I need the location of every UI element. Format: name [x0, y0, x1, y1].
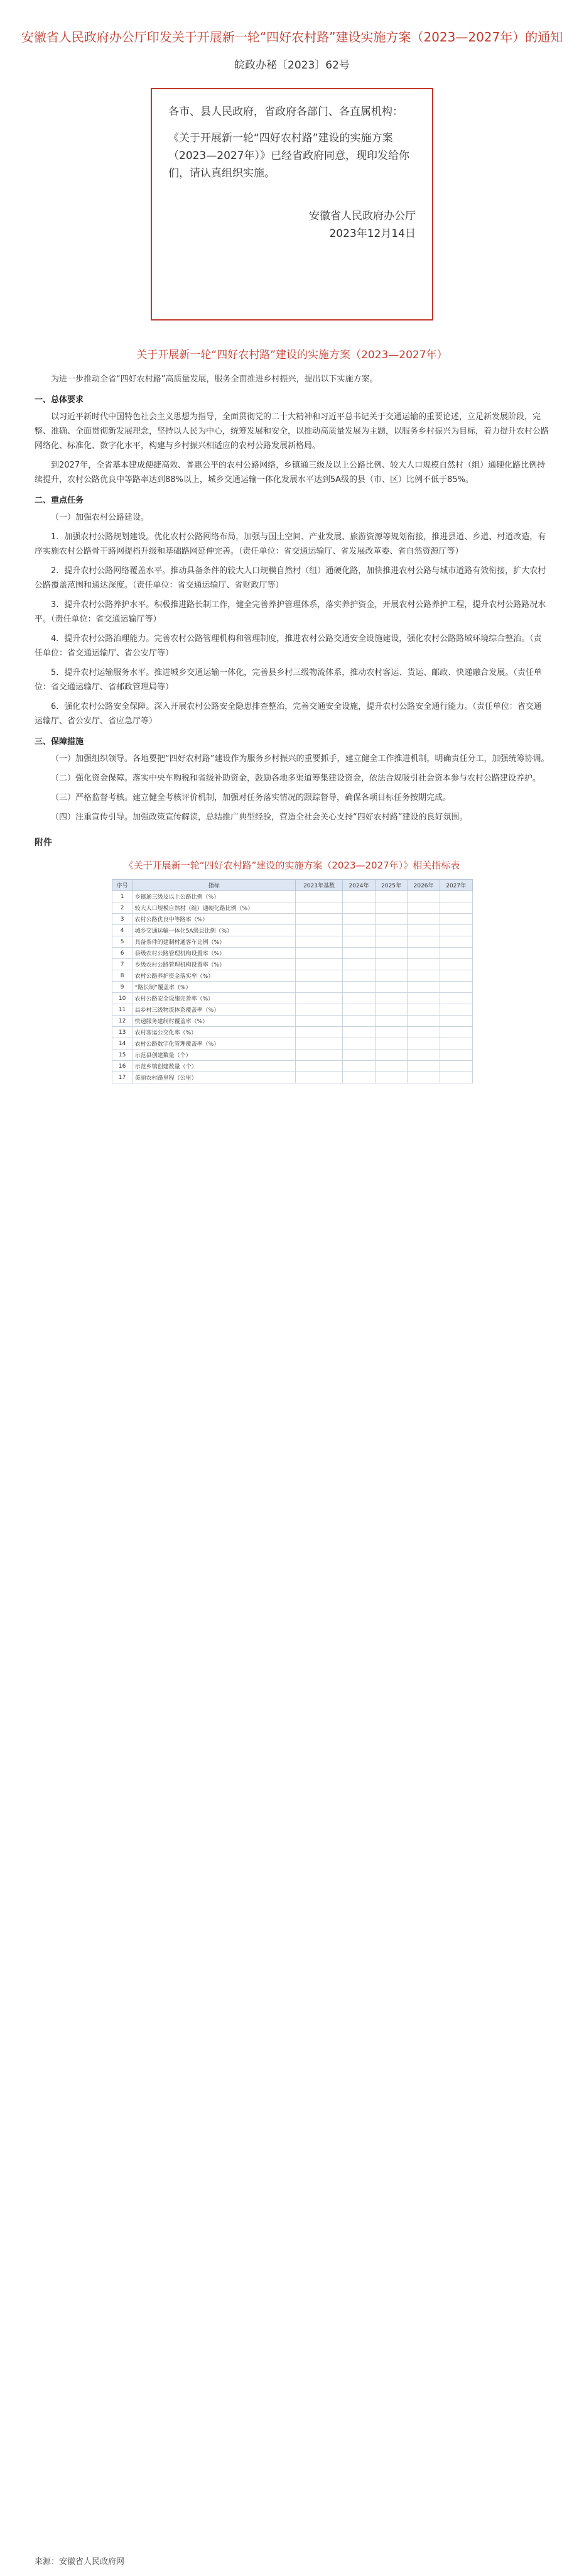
table-cell: [408, 936, 440, 948]
section-heading: 二、重点任务: [35, 496, 84, 505]
table-cell: [408, 1016, 440, 1027]
table-cell: [408, 1050, 440, 1061]
body-paragraph: 3．提升农村公路养护水平。积极推进路长制工作，健全完善养护管理体系，落实养护资金，开展农村公路养护工程，提升农村公路路况水平。（责任单位：省交通运输厅等）: [35, 600, 546, 624]
table-cell: 15: [112, 1050, 132, 1061]
table-cell: 美丽农村路里程（公里）: [132, 1072, 295, 1083]
table-cell: 较大人口规模自然村（组）通硬化路比例（%）: [132, 902, 295, 914]
plan-content: [35, 372, 549, 1083]
table-cell: [343, 959, 376, 970]
table-cell: [343, 993, 376, 1004]
table-header-row: [112, 880, 472, 891]
table-cell: [440, 1027, 472, 1038]
table-cell: [408, 948, 440, 959]
table-cell: [440, 1050, 472, 1061]
document-number: 皖政办秘〔2023〕62号: [234, 59, 350, 72]
table-cell: [375, 925, 408, 936]
table-cell: [440, 925, 472, 936]
table-cell: [408, 1038, 440, 1050]
table-cell: 快递服务建制村覆盖率（%）: [132, 1016, 295, 1027]
table-cell: [440, 993, 472, 1004]
table-row: [112, 1050, 472, 1061]
table-row: [112, 982, 472, 993]
table-row: [112, 914, 472, 925]
table-cell: [408, 1027, 440, 1038]
table-cell: [440, 1038, 472, 1050]
table-cell: [440, 970, 472, 982]
table-cell: [343, 925, 376, 936]
table-cell: [295, 959, 342, 970]
body-paragraph: 5．提升农村运输服务水平。推进城乡交通运输一体化，完善县乡村三级物流体系，推动农村客运、货运、邮政、快递融合发展。（责任单位：省交通运输厅、省邮政管理局等）: [35, 668, 542, 692]
table-header-cell: 指标: [132, 880, 295, 891]
table-cell: [440, 1004, 472, 1016]
table-cell: [375, 936, 408, 948]
table-cell: [343, 891, 376, 902]
table-row: [112, 1061, 472, 1072]
table-row: [112, 970, 472, 982]
table-cell: [343, 1061, 376, 1072]
table-cell: 7: [112, 959, 132, 970]
body-paragraph: （三）严格监督考核。建立健全考核评价机制，加强对任务落实情况的跟踪督导，确保各项目标任务按期完成。: [51, 793, 452, 803]
table-cell: [408, 970, 440, 982]
table-cell: [343, 1004, 376, 1016]
table-cell: [375, 959, 408, 970]
annex-title: 《关于开展新一轮“四好农村路”建设的实施方案（2023—2027年）》相关指标表: [124, 860, 460, 871]
table-cell: 农村客运公交化率（%）: [132, 1027, 295, 1038]
table-cell: [295, 970, 342, 982]
table-cell: 16: [112, 1061, 132, 1072]
table-cell: 6: [112, 948, 132, 959]
notice-paragraph: 各市、县人民政府，省政府各部门、各直属机构：: [168, 106, 403, 118]
body-paragraph: 1．加强农村公路规划建设。优化农村公路网络布局，加强与国土空间、产业发展、旅游资源等规划衔接，推进县道、乡道、村道改造，有序实施农村公路骨干路网提档升级和基础路网延伸完善。（责任单位：省交通运输厅、省发展改革委、省自然资源厅等）: [35, 532, 546, 556]
table-cell: [343, 1050, 376, 1061]
table-cell: [375, 1072, 408, 1083]
table-cell: [440, 1072, 472, 1083]
table-cell: [440, 982, 472, 993]
table-cell: 具备条件的建制村通客车比例（%）: [132, 936, 295, 948]
table-cell: [375, 1004, 408, 1016]
table-row: [112, 902, 472, 914]
table-header-cell: 2023年基数: [295, 880, 342, 891]
table-cell: [295, 1027, 342, 1038]
table-row: [112, 1072, 472, 1083]
body-paragraph: （一）加强组织领导。各地要把“四好农村路”建设作为服务乡村振兴的重要抓手，建立健全工作推进机制，明确责任分工，加强统筹协调。: [51, 754, 549, 764]
table-cell: [375, 993, 408, 1004]
notice-issuer: 安徽省人民政府办公厅: [309, 210, 416, 222]
table-cell: [375, 1050, 408, 1061]
table-cell: [343, 936, 376, 948]
body-paragraph: 到2027年，全省基本建成便捷高效、普惠公平的农村公路网络，乡镇通三级及以上公路比例、较大人口规模自然村（组）通硬化路比例持续提升，农村公路优良中等路率达到88%以上，城乡交通运输一体化发展水平达到5A级的县（市、区）比例不低于85%。: [35, 461, 546, 485]
table-cell: [343, 982, 376, 993]
table-cell: [375, 891, 408, 902]
table-cell: [343, 902, 376, 914]
table-cell: 农村公路养护资金落实率（%）: [132, 970, 295, 982]
table-cell: [295, 1038, 342, 1050]
table-cell: [375, 970, 408, 982]
table-cell: [408, 902, 440, 914]
document-title: 安徽省人民政府办公厅印发关于开展新一轮“四好农村路”建设实施方案（2023—2027年）的通知: [21, 30, 563, 45]
table-cell: 城乡交通运输一体化5A级县比例（%）: [132, 925, 295, 936]
table-cell: [408, 1072, 440, 1083]
body-paragraph: 6．强化农村公路安全保障。深入开展农村公路安全隐患排查整治，完善交通安全设施，提升农村公路安全通行能力。（责任单位：省交通运输厅、省公安厅、省应急厅等）: [35, 702, 542, 726]
notice-box: [151, 88, 433, 321]
table-cell: [375, 948, 408, 959]
table-cell: [295, 1061, 342, 1072]
table-cell: [295, 1050, 342, 1061]
table-cell: [408, 993, 440, 1004]
table-cell: [295, 936, 342, 948]
table-cell: [295, 982, 342, 993]
indicator-table: [112, 879, 473, 1083]
table-cell: [295, 993, 342, 1004]
table-cell: [440, 1016, 472, 1027]
table-cell: [295, 925, 342, 936]
table-row: [112, 1016, 472, 1027]
table-cell: 5: [112, 936, 132, 948]
body-paragraph: 以习近平新时代中国特色社会主义思想为指导，全面贯彻党的二十大精神和习近平总书记关于交通运输的重要论述，立足新发展阶段，完整、准确、全面贯彻新发展理念，坚持以人民为中心，统筹发展和安全，以推动高质量发展为主题，以服务乡村振兴为目标，着力提升农村公路网络化、标准化、数字化水平，构建与乡村振兴相适应的农村公路发展新格局。: [35, 412, 549, 451]
table-cell: [440, 891, 472, 902]
table-cell: 4: [112, 925, 132, 936]
table-cell: [295, 914, 342, 925]
notice-paragraph: 《关于开展新一轮“四好农村路”建设的实施方案（2023—2027年）》已经省政府同意，现印发给你们，请认真组织实施。: [168, 132, 410, 180]
table-cell: [295, 891, 342, 902]
intro-paragraph: 为进一步推动全省“四好农村路”高质量发展，服务全面推进乡村振兴，提出以下实施方案。: [51, 375, 378, 384]
table-header-cell: 2024年: [343, 880, 376, 891]
table-cell: 1: [112, 891, 132, 902]
table-cell: 县乡村三级物流体系覆盖率（%）: [132, 1004, 295, 1016]
table-cell: 12: [112, 1016, 132, 1027]
table-body: [112, 891, 472, 1083]
table-cell: 9: [112, 982, 132, 993]
table-cell: [375, 1027, 408, 1038]
table-cell: [295, 948, 342, 959]
body-paragraph: 2．提升农村公路网络覆盖水平。推动具备条件的较大人口规模自然村（组）通硬化路，加快推进农村公路与城市道路有效衔接，扩大农村公路覆盖范围和通达深度。（责任单位：省交通运输厅、省财政厅等）: [35, 566, 546, 590]
table-cell: [343, 948, 376, 959]
table-row: [112, 1038, 472, 1050]
table-cell: 14: [112, 1038, 132, 1050]
table-cell: [408, 925, 440, 936]
table-cell: 农村公路安全设施完善率（%）: [132, 993, 295, 1004]
table-cell: 3: [112, 914, 132, 925]
table-cell: [440, 1061, 472, 1072]
table-row: [112, 993, 472, 1004]
section-heading: 三、保障措施: [35, 737, 84, 747]
notice-date: 2023年12月14日: [329, 227, 416, 240]
table-cell: [295, 1004, 342, 1016]
table-cell: [343, 970, 376, 982]
table-cell: [408, 959, 440, 970]
table-cell: [343, 1027, 376, 1038]
table-cell: [440, 902, 472, 914]
table-cell: [343, 914, 376, 925]
table-cell: 10: [112, 993, 132, 1004]
table-cell: [408, 891, 440, 902]
table-cell: [375, 1061, 408, 1072]
table-header-cell: 2027年: [440, 880, 472, 891]
table-cell: 农村公路数字化管理覆盖率（%）: [132, 1038, 295, 1050]
table-cell: [408, 1004, 440, 1016]
table-cell: [343, 1038, 376, 1050]
table-row: [112, 1004, 472, 1016]
body-paragraph: 4．提升农村公路治理能力。完善农村公路管理机构和管理制度，推进农村公路交通安全设施建设，强化农村公路路域环境综合整治。（责任单位：省交通运输厅、省公安厅等）: [35, 634, 542, 658]
table-cell: [408, 982, 440, 993]
table-row: [112, 925, 472, 936]
table-cell: 农村公路优良中等路率（%）: [132, 914, 295, 925]
table-cell: [375, 1038, 408, 1050]
table-row: [112, 891, 472, 902]
table-cell: [440, 936, 472, 948]
table-cell: 13: [112, 1027, 132, 1038]
table-cell: 8: [112, 970, 132, 982]
table-cell: 17: [112, 1072, 132, 1083]
table-cell: 乡级农村公路管理机构设置率（%）: [132, 959, 295, 970]
plan-title: 关于开展新一轮“四好农村路”建设的实施方案（2023—2027年）: [136, 349, 448, 361]
body-paragraph: （一）加强农村公路建设。: [51, 513, 149, 522]
table-cell: [375, 982, 408, 993]
table-cell: 2: [112, 902, 132, 914]
table-cell: [343, 1016, 376, 1027]
table-cell: [408, 1061, 440, 1072]
table-cell: [375, 902, 408, 914]
source-footer: 来源：安徽省人民政府网: [35, 2557, 125, 2567]
table-cell: 县级农村公路管理机构设置率（%）: [132, 948, 295, 959]
table-cell: [295, 1016, 342, 1027]
table-cell: [440, 948, 472, 959]
table-cell: [408, 914, 440, 925]
table-row: [112, 959, 472, 970]
table-cell: 11: [112, 1004, 132, 1016]
table-cell: 示范县创建数量（个）: [132, 1050, 295, 1061]
table-row: [112, 936, 472, 948]
table-cell: 示范乡镇创建数量（个）: [132, 1061, 295, 1072]
table-cell: [440, 914, 472, 925]
table-cell: 乡镇通三级及以上公路比例（%）: [132, 891, 295, 902]
table-row: [112, 1027, 472, 1038]
table-header-cell: 2025年: [375, 880, 408, 891]
table-cell: [295, 902, 342, 914]
table-cell: [440, 959, 472, 970]
table-cell: [375, 1016, 408, 1027]
body-paragraph: （四）注重宣传引导。加强政策宣传解读，总结推广典型经验，营造全社会关心支持“四好农村路”建设的良好氛围。: [51, 813, 468, 822]
table-header-cell: 2026年: [408, 880, 440, 891]
table-cell: “路长制”覆盖率（%）: [132, 982, 295, 993]
annex-label: 附件: [35, 838, 52, 848]
table-cell: [375, 914, 408, 925]
section-heading: 一、总体要求: [35, 395, 84, 405]
table-cell: [295, 1072, 342, 1083]
table-row: [112, 948, 472, 959]
table-cell: [343, 1072, 376, 1083]
body-paragraph: （二）强化资金保障。落实中央车购税和省级补助资金，鼓励各地多渠道筹集建设资金，依法合规吸引社会资本参与农村公路建设养护。: [51, 774, 541, 783]
table-header-cell: 序号: [112, 880, 132, 891]
